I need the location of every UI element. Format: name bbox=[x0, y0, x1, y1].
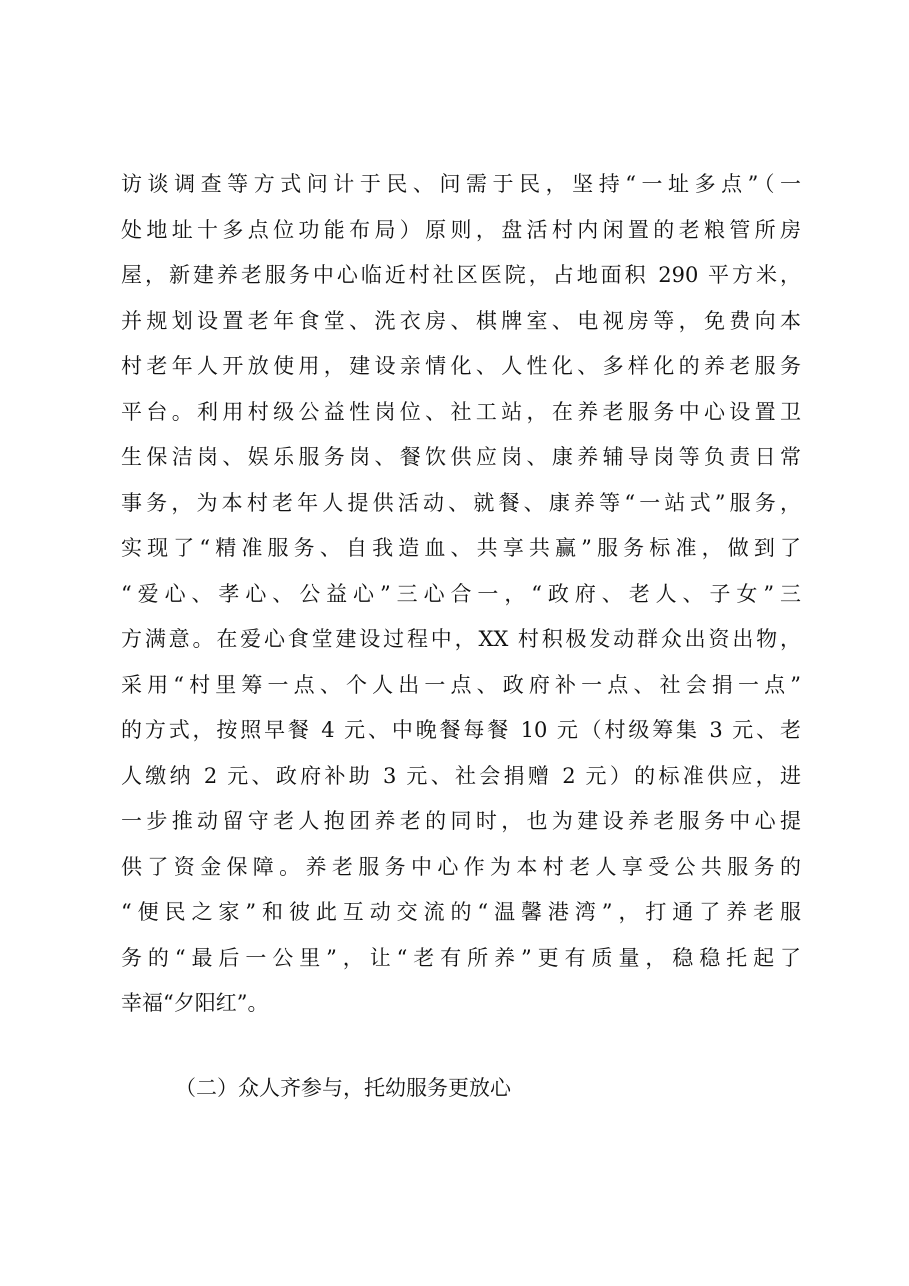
paragraph-line: 供了资金保障。养老服务中心作为本村老人享受公共服务的 bbox=[121, 854, 801, 879]
paragraph-line: 一步推动留守老人抱团养老的同时，也为建设养老服务中心提 bbox=[121, 809, 801, 833]
paragraph-line: 方满意。在爱心食堂建设过程中，XX 村积极发动群众出资出物， bbox=[121, 627, 801, 651]
body-paragraph bbox=[121, 162, 801, 1027]
paragraph-line: 务的“最后一公里”，让“老有所养”更有质量，稳稳托起了 bbox=[121, 945, 801, 970]
paragraph-line: 处地址十多点位功能布局）原则，盘活村内闲置的老粮管所房 bbox=[121, 217, 801, 242]
paragraph-line: 实现了“精准服务、自我造血、共享共赢”服务标准，做到了 bbox=[121, 536, 801, 560]
paragraph-line: 采用“村里筹一点、个人出一点、政府补一点、社会捐一点” bbox=[121, 672, 801, 697]
paragraph-line: 屋，新建养老服务中心临近村社区医院，占地面积 290 平方米， bbox=[121, 263, 801, 287]
paragraph-line: 事务，为本村老年人提供活动、就餐、康养等“一站式”服务， bbox=[121, 490, 801, 515]
paragraph-line: 并规划设置老年食堂、洗衣房、棋牌室、电视房等，免费向本 bbox=[121, 308, 801, 333]
paragraph-line: 生保洁岗、娱乐服务岗、餐饮供应岗、康养辅导岗等负责日常 bbox=[121, 445, 801, 469]
paragraph-line: 人缴纳 2 元、政府补助 3 元、社会捐赠 2 元）的标准供应，进 bbox=[121, 763, 801, 788]
paragraph-line: “爱心、孝心、公益心”三心合一，“政府、老人、子女”三 bbox=[121, 581, 801, 606]
paragraph-line: 平台。利用村级公益性岗位、社工站，在养老服务中心设置卫 bbox=[121, 399, 801, 424]
section-heading: （二）众人齐参与，托幼服务更放心 bbox=[175, 1076, 511, 1100]
paragraph-line: 幸福“夕阳红”。 bbox=[121, 991, 269, 1015]
paragraph-line: 村老年人开放使用，建设亲情化、人性化、多样化的养老服务 bbox=[121, 354, 801, 378]
paragraph-line: “便民之家”和彼此互动交流的“温馨港湾”，打通了养老服 bbox=[121, 900, 801, 924]
paragraph-line: 的方式，按照早餐 4 元、中晚餐每餐 10 元（村级筹集 3 元、老 bbox=[121, 718, 801, 742]
paragraph-line: 访谈调查等方式问计于民、问需于民，坚持“一址多点”（一 bbox=[121, 172, 801, 196]
